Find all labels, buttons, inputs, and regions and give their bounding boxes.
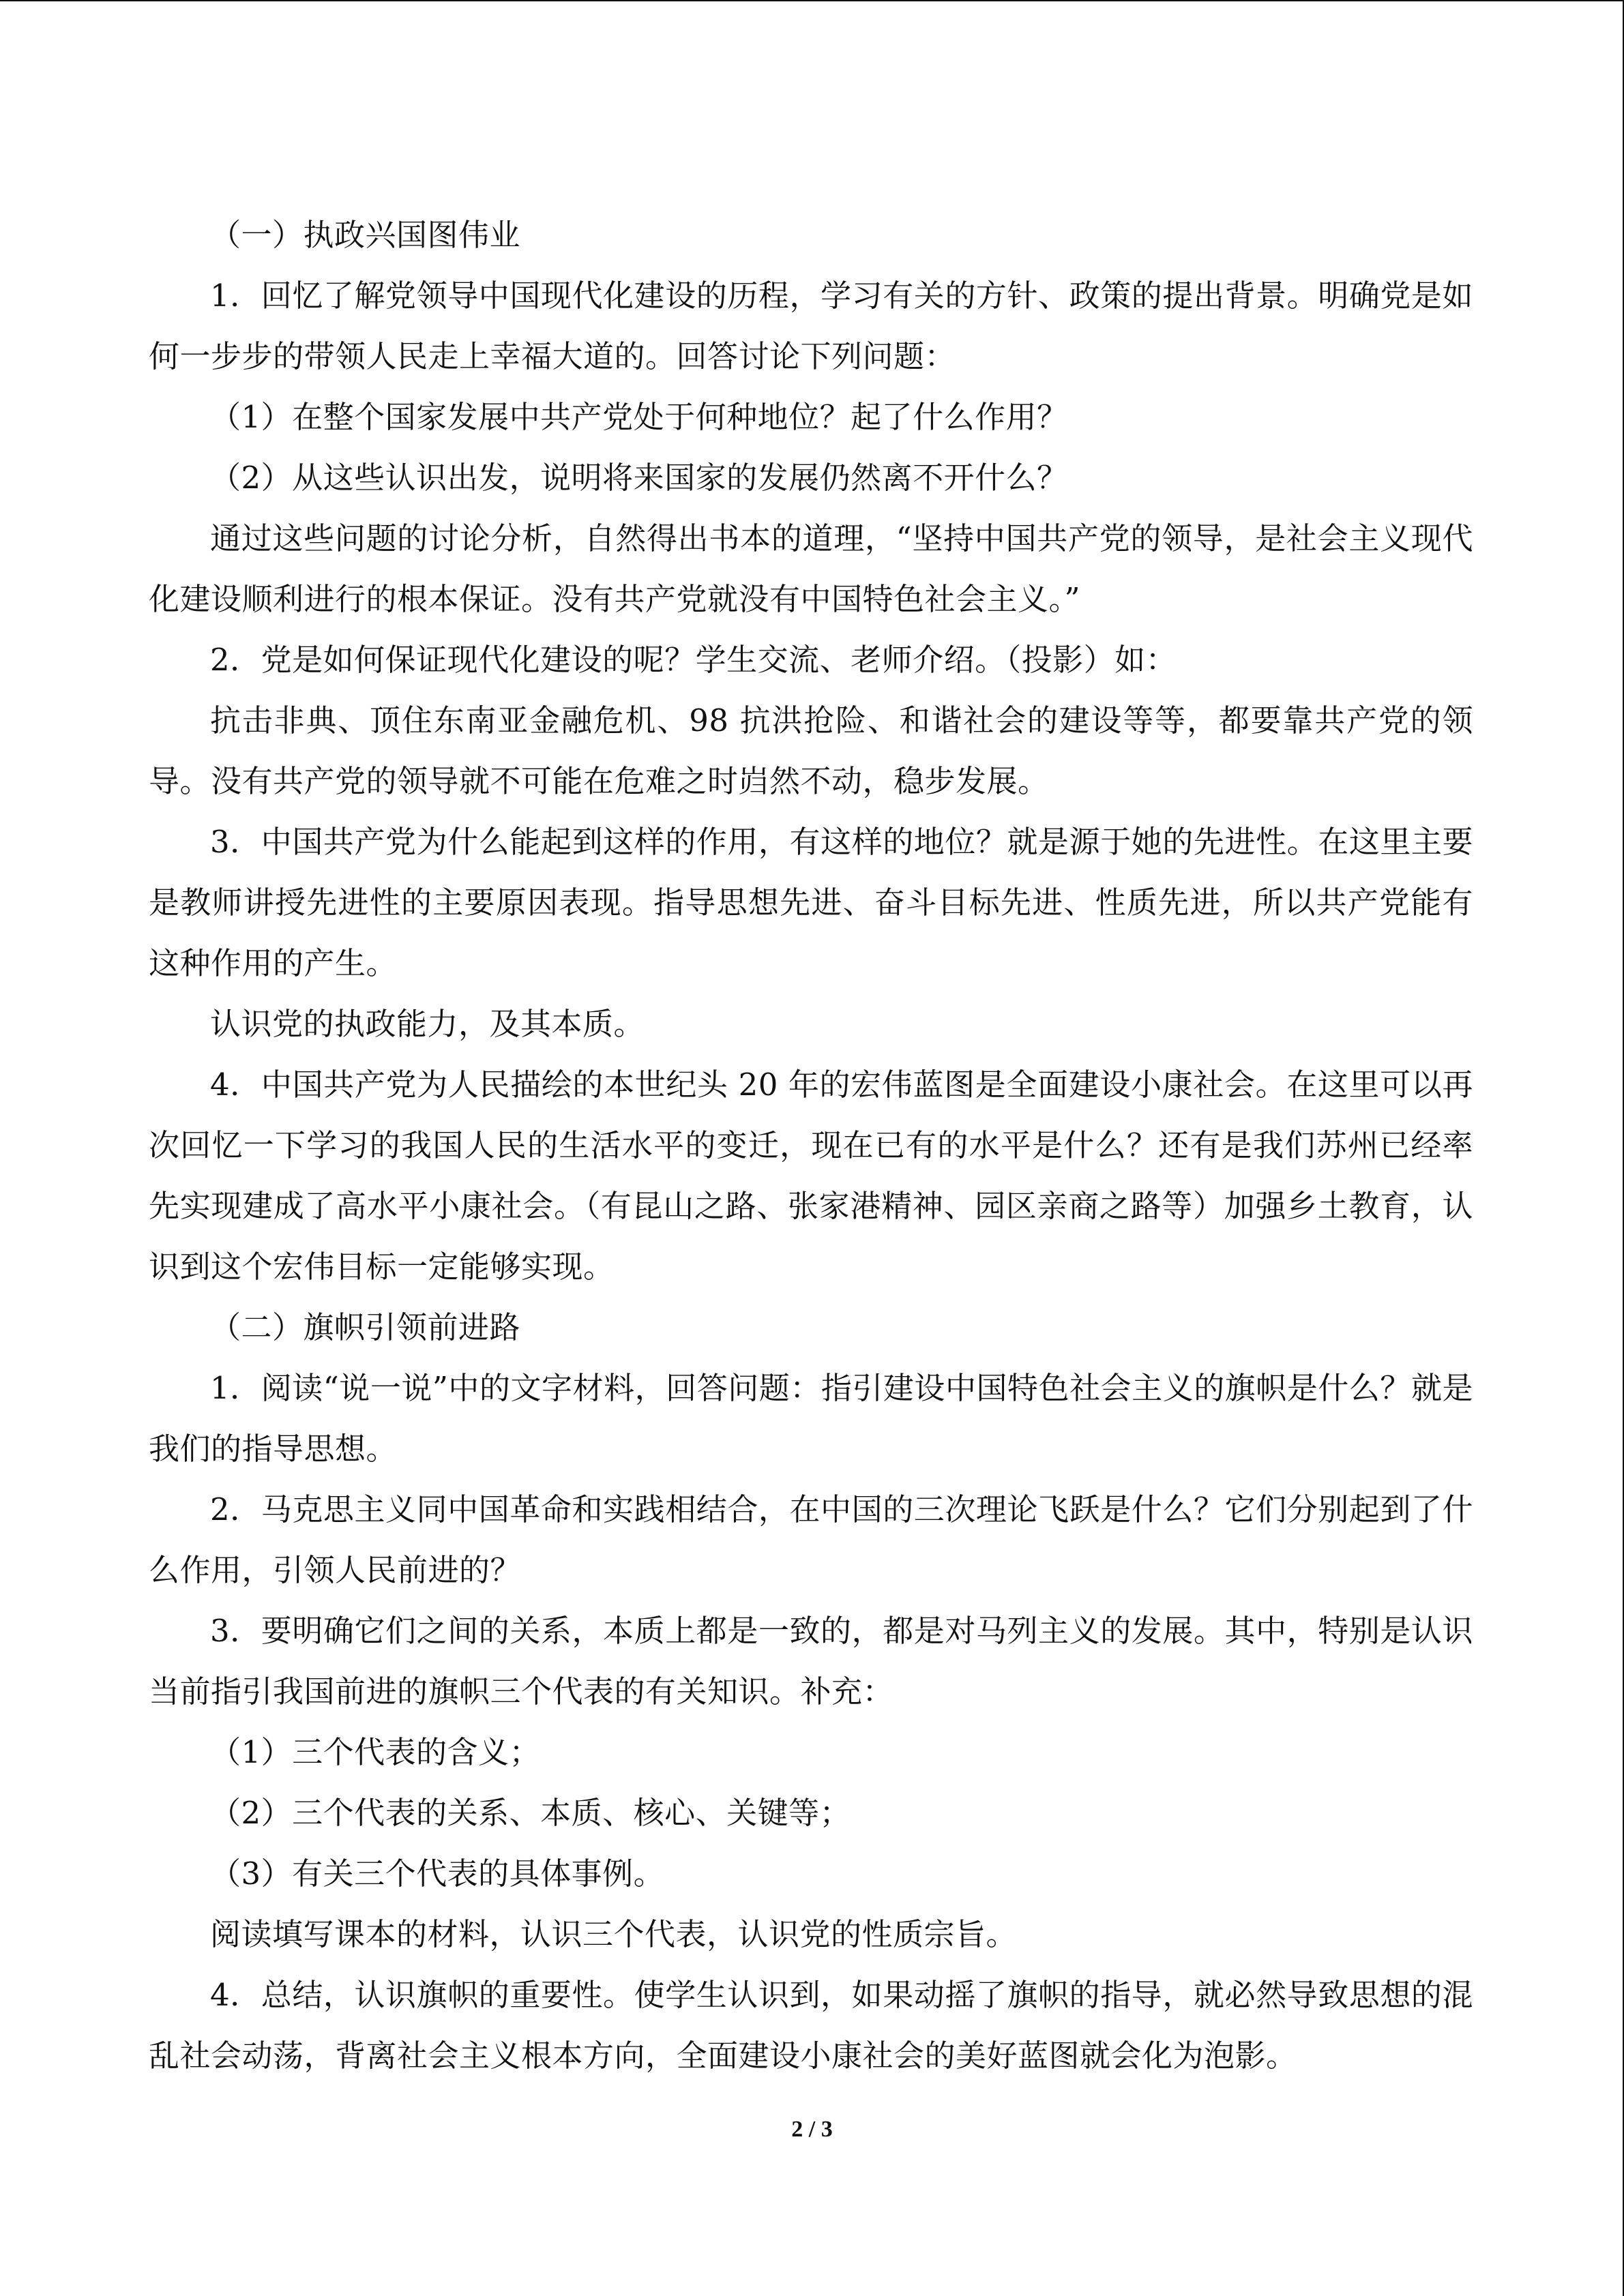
paragraph-item-1: 1．回忆了解党领导中国现代化建设的历程，学习有关的方针、政策的提出背景。明确党是如何一步步的带领人民走上幸福大道的。回答讨论下列问题： (149, 278, 1473, 374)
sub-question-1: （1）在整个国家发展中共产党处于何种地位？起了什么作用？ (210, 399, 1068, 435)
paragraph-item-1b: 1．阅读“说一说”中的文字材料，回答问题：指引建设中国特色社会主义的旗帜是什么？就是我们的指导思想。 (149, 1370, 1473, 1467)
supplement-item-1: （1）三个代表的含义； (210, 1734, 541, 1770)
sub-question-2: （2）从这些认识出发，说明将来国家的发展仍然离不开什么？ (210, 460, 1068, 496)
paragraph-conclusion: 通过这些问题的讨论分析，自然得出书本的道理，“坚持中国共产党的领导，是社会主义现代化建设顺利进行的根本保证。没有共产党就没有中国特色社会主义。” (149, 520, 1473, 617)
paragraph-note: 认识党的执政能力，及其本质。 (210, 1006, 645, 1042)
paragraph-examples: 抗击非典、顶住东南亚金融危机、98 抗洪抢险、和谐社会的建设等等，都要靠共产党的领导。没有共产党的领导就不可能在危难之时岿然不动，稳步发展。 (149, 702, 1473, 799)
paragraph-item-3: 3．中国共产党为什么能起到这样的作用，有这样的地位？就是源于她的先进性。在这里主要是教师讲授先进性的主要原因表现。指导思想先进、奋斗目标先进、性质先进，所以共产党能有这种作用的产生。 (149, 824, 1473, 981)
paragraph-item-2: 2．党是如何保证现代化建设的呢？学生交流、老师介绍。（投影）如： (210, 642, 1177, 678)
supplement-item-3: （3）有关三个代表的具体事例。 (210, 1855, 665, 1892)
section-heading-2: （二）旗帜引领前进路 (210, 1309, 521, 1345)
paragraph-item-3b: 3．要明确它们之间的关系，本质上都是一致的，都是对马列主义的发展。其中，特别是认识当前指引我国前进的旗帜三个代表的有关知识。补充： (149, 1613, 1473, 1710)
supplement-item-2: （2）三个代表的关系、本质、核心、关键等； (210, 1795, 851, 1831)
paragraph-item-4: 4．中国共产党为人民描绘的本世纪头 20 年的宏伟蓝图是全面建设小康社会。在这里可以再次回忆一下学习的我国人民的生活水平的变迁，现在已有的水平是什么？还有是我们苏州已经率先实现建成了高水平小康社会。（有昆山之路、张家港精神、园区亲商之路等）加强乡土教育，认识到这个宏伟目标一定能够实现。 (149, 1067, 1473, 1285)
section-heading-1: （一）执政兴国图伟业 (210, 217, 521, 253)
paragraph-item-4b: 4．总结，认识旗帜的重要性。使学生认识到，如果动摇了旗帜的指导，就必然导致思想的混乱社会动荡，背离社会主义根本方向，全面建设小康社会的美好蓝图就会化为泡影。 (149, 1977, 1473, 2074)
paragraph-reading: 阅读填写课本的材料，认识三个代表，认识党的性质宗旨。 (210, 1916, 1018, 1952)
paragraph-item-2b: 2．马克思主义同中国革命和实践相结合，在中国的三次理论飞跃是什么？它们分别起到了什么作用，引领人民前进的？ (149, 1491, 1473, 1588)
page-number: 2 / 3 (791, 2117, 833, 2142)
document-body (149, 205, 1473, 2086)
